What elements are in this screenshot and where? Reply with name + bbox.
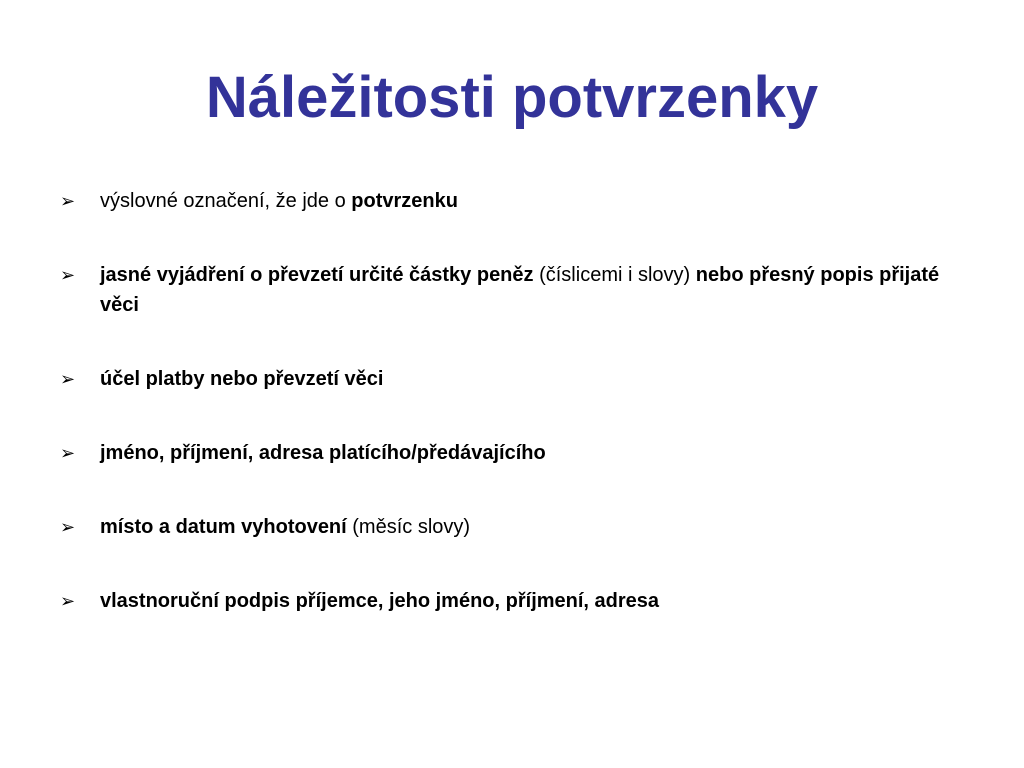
- bullet-list: [60, 186, 960, 660]
- bullet-text: [100, 516, 470, 538]
- bullet-item: [60, 186, 960, 216]
- bullet-text-part-bold: vlastnoruční podpis příjemce, jeho jméno, příjmení, adresa: [100, 590, 660, 612]
- slide-title: Náležitosti potvrzenky: [205, 65, 819, 130]
- bullet-item: [60, 260, 960, 320]
- arrowhead-bullet-icon: ➢: [60, 191, 76, 211]
- bullet-item: [60, 512, 960, 542]
- bullet-text-part: (měsíc slovy): [346, 516, 471, 538]
- bullet-text: [100, 264, 939, 316]
- arrowhead-bullet-icon: ➢: [60, 369, 76, 389]
- bullet-item: [60, 586, 960, 616]
- bullet-text-part-bold: účel platby nebo převzetí věci: [100, 368, 384, 390]
- arrowhead-bullet-icon: ➢: [60, 265, 76, 285]
- arrowhead-bullet-icon: ➢: [60, 517, 76, 537]
- bullet-text: [100, 442, 546, 464]
- bullet-text-part: (číslicemi i slovy): [533, 264, 696, 286]
- bullet-text-part-bold: nebo přesný popis přijaté věci: [100, 264, 940, 316]
- arrowhead-bullet-icon: ➢: [60, 591, 76, 611]
- bullet-text-part-bold: místo a datum vyhotovení: [100, 516, 347, 538]
- bullet-text: [100, 590, 659, 612]
- bullet-text-part-bold: jméno, příjmení, adresa platícího/předávajícího: [100, 442, 546, 464]
- bullet-text-part-bold: jasné vyjádření o převzetí určité částky peněz: [100, 264, 534, 286]
- bullet-text-part-bold: potvrzenku: [351, 190, 458, 212]
- arrowhead-bullet-icon: ➢: [60, 443, 76, 463]
- bullet-item: [60, 364, 960, 394]
- bullet-text: [100, 190, 458, 212]
- bullet-item: [60, 438, 960, 468]
- bullet-text: [100, 368, 383, 390]
- bullet-text-part: výslovné označení, že jde o: [100, 190, 352, 212]
